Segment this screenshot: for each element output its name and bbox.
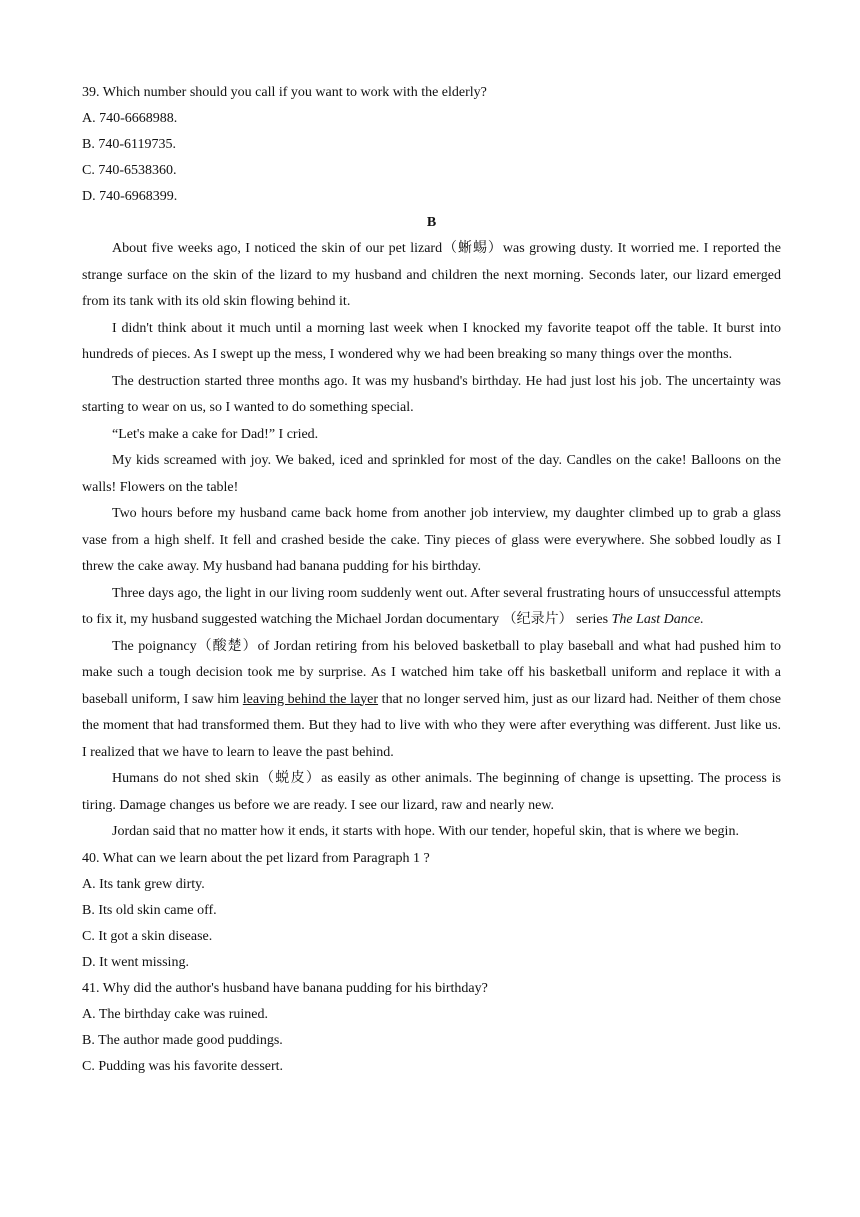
paragraph-8-text-start: The poignancy（酸楚）of Jordan retiring from his beloved basketball to play baseball and what had pushed him to make such a tough decision took me by surprise. As I watched him take off his basketball uniform and replace it with a baseball uniform, I saw him <box>82 638 781 707</box>
paragraph-4: “Let's make a cake for Dad!” I cried. <box>112 426 319 442</box>
option-c: C. 740-6538360. <box>82 163 177 178</box>
paragraph-1: About five weeks ago, I noticed the skin of our pet lizard（蜥蜴）was growing dusty. It worried me. I reported the strange surface on the skin of the lizard to my husband and children the next morning. Seconds later, our lizard emerged from its tank with its old skin flowing behind it. <box>82 241 781 309</box>
underlined-phrase: leaving behind the layer <box>242 691 379 707</box>
question-39 <box>82 80 781 210</box>
question-stem: 41. Why did the author's husband have banana pudding for his birthday? <box>82 980 488 996</box>
paragraph-3: The destruction started three months ago. It was my husband's birthday. He had just lost his job. The uncertainty was starting to wear on us, so I wanted to do something special. <box>82 373 781 415</box>
option-d: D. It went missing. <box>82 954 189 970</box>
option-a: A. 740-6668988. <box>82 111 178 126</box>
question-stem: 40. What can we learn about the pet lizard from Paragraph 1 ? <box>82 850 430 866</box>
option-b: B. The author made good puddings. <box>82 1032 283 1048</box>
option-b: B. 740-6119735. <box>82 137 176 152</box>
paragraph-7-text: Three days ago, the light in our living room suddenly went out. After several frustrating hours of unsuccessful attempts to fix it, my husband suggested watching the Michael Jordan documentary （纪录片） series <box>82 585 781 627</box>
paragraph-6: Two hours before my husband came back home from another job interview, my daughter climbed up to grab a glass vase from a high shelf. It fell and crashed beside the cake. Tiny pieces of glass were everywhere. She sobbed loudly as I threw the cake away. My husband had banana pudding for his birthday. <box>82 506 781 574</box>
documentary-title: The Last Dance. <box>611 612 704 627</box>
option-c: C. Pudding was his favorite dessert. <box>82 1058 284 1074</box>
option-b: B. Its old skin came off. <box>82 902 217 918</box>
option-d: D. 740-6968399. <box>82 189 178 204</box>
question-41 <box>82 976 781 1080</box>
question-40 <box>82 846 781 976</box>
option-c: C. It got a skin disease. <box>82 928 213 944</box>
section-heading: B <box>426 215 437 230</box>
option-a: A. Its tank grew dirty. <box>82 876 205 892</box>
paragraph-2: I didn't think about it much until a morning last week when I knocked my favorite teapot off the table. It burst into hundreds of pieces. As I swept up the mess, I wondered why we had been breaking so many things over the months. <box>82 320 781 362</box>
paragraph-8 <box>82 634 781 767</box>
paragraph-5: My kids screamed with joy. We baked, iced and sprinkled for most of the day. Candles on the cake! Balloons on the walls! Flowers on the table! <box>82 453 781 495</box>
option-a: A. The birthday cake was ruined. <box>82 1006 268 1022</box>
paragraph-7 <box>82 581 781 634</box>
question-stem: 39. Which number should you call if you want to work with the elderly? <box>82 85 487 100</box>
paragraph-10: Jordan said that no matter how it ends, it starts with hope. With our tender, hopeful skin, that is where we begin. <box>112 824 739 839</box>
passage-b <box>82 236 781 846</box>
paragraph-9: Humans do not shed skin（蜕皮）as easily as other animals. The beginning of change is upsetting. The process is tiring. Damage changes us before we are ready. I see our lizard, raw and nearly new. <box>82 771 781 813</box>
paragraph-8-text-end: that no longer served him, just as our lizard had. Neither of them chose the moment that had transformed them. But they had to live with who they were after everything was different. Just like us. I realized that we have to learn to leave the past behind. <box>82 691 781 760</box>
